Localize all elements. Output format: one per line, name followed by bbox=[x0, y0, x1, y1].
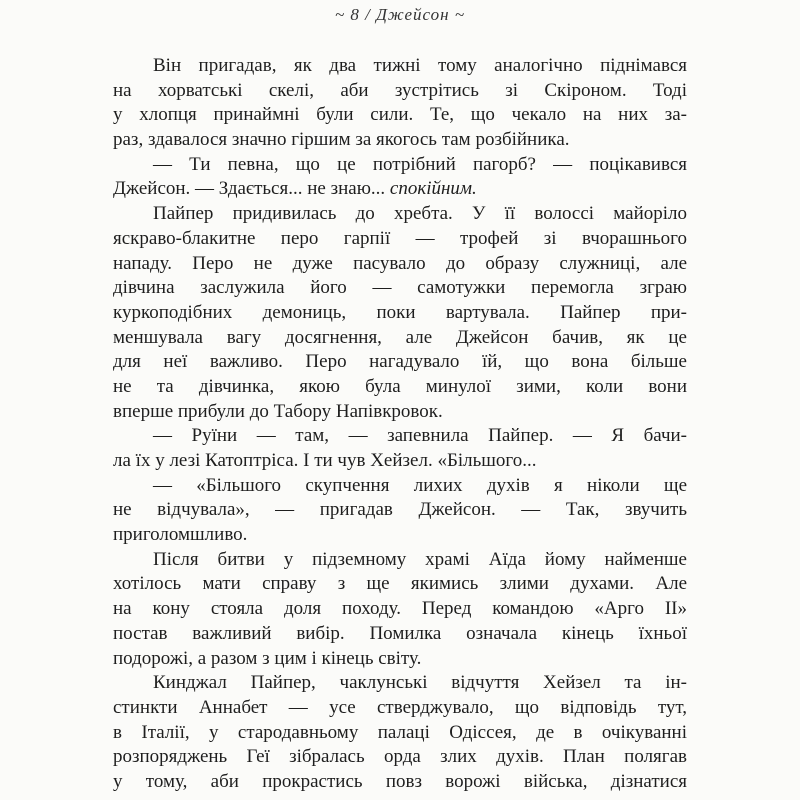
text-line bbox=[113, 276, 687, 301]
text-line bbox=[113, 622, 687, 647]
text-line bbox=[113, 128, 687, 153]
text-segment: нападу. Перо не дуже пасувало до образу служниці, але bbox=[113, 252, 687, 274]
text-line bbox=[113, 721, 687, 746]
text-segment: на хорватські скелі, аби зустрітись зі Скіроном. Тоді bbox=[113, 79, 687, 101]
text-segment: вперше прибули до Табору Напівкровок. bbox=[113, 400, 443, 422]
text-segment: Джейсон. — Здається... не знаю... bbox=[113, 178, 390, 200]
text-line bbox=[113, 400, 687, 425]
text-line bbox=[113, 671, 687, 696]
text-segment: — Ти певна, що це потрібний пагорб? — поцікавився bbox=[153, 153, 687, 175]
text-line bbox=[113, 474, 687, 499]
text-line bbox=[113, 54, 687, 79]
text-segment: на кону стояла доля походу. Перед командою «Арго II» bbox=[113, 598, 687, 620]
text-line bbox=[113, 745, 687, 770]
text-line bbox=[113, 350, 687, 375]
text-line bbox=[113, 572, 687, 597]
text-line bbox=[113, 227, 687, 252]
text-segment: ла їх у лезі Катоптріса. І ти чув Хейзел. «Більшого... bbox=[113, 450, 537, 471]
text-line bbox=[113, 202, 687, 227]
text-segment: подорожі, а разом з цим і кінець світу. bbox=[113, 647, 422, 669]
text-segment: Пайпер придивилась до хребта. У її волоссі майоріло bbox=[153, 203, 687, 225]
text-line bbox=[113, 449, 687, 474]
text-segment: раз, здавалося значно гіршим за якогось там розбійника. bbox=[113, 129, 570, 151]
text-line bbox=[113, 424, 687, 449]
text-segment: — «Більшого скупчення лихих духів я ніколи ще bbox=[153, 474, 687, 496]
text-line bbox=[113, 770, 687, 795]
text-line bbox=[113, 326, 687, 351]
text-line bbox=[113, 301, 687, 326]
text-segment: в Італії, у стародавньому палаці Одіссея, де в очікуванні bbox=[113, 721, 687, 743]
text-segment: не та дівчинка, якою була минулої зими, коли вони bbox=[113, 375, 687, 397]
text-line bbox=[113, 696, 687, 721]
text-segment: стинкти Аннабет — усе стверджувало, що відповідь тут, bbox=[113, 696, 687, 718]
text-segment: не відчувала», — пригадав Джейсон. — Так, звучить bbox=[113, 499, 687, 521]
text-line bbox=[113, 647, 687, 672]
text-segment: у хлопця принаймні були сили. Те, що чекало на них за- bbox=[113, 104, 687, 126]
text-block bbox=[113, 54, 687, 795]
text-line bbox=[113, 177, 687, 202]
text-segment: Він пригадав, як два тижні тому аналогічно піднімався bbox=[153, 55, 687, 76]
text-segment: меншувала вагу досягнення, але Джейсон бачив, як це bbox=[113, 326, 687, 348]
text-segment: куркоподібних демониць, поки вартувала. Пайпер при- bbox=[113, 301, 687, 323]
text-line bbox=[113, 252, 687, 277]
text-line bbox=[113, 523, 687, 548]
text-segment: Після битви у підземному храмі Аїда йому найменше bbox=[153, 548, 687, 570]
text-segment: для неї важливо. Перо нагадувало їй, що вона більше bbox=[113, 351, 687, 373]
text-segment: Кинджал Пайпер, чаклунські відчуття Хейзел та ін- bbox=[153, 672, 687, 694]
text-segment: — Руїни — там, — запевнила Пайпер. — Я бачи- bbox=[153, 425, 687, 447]
text-line bbox=[113, 498, 687, 523]
text-line bbox=[113, 375, 687, 400]
text-segment: у тому, аби прокрастись повз ворожі війська, дізнатися bbox=[113, 770, 687, 792]
text-line bbox=[113, 548, 687, 573]
text-line bbox=[113, 597, 687, 622]
text-line bbox=[113, 79, 687, 104]
text-line bbox=[113, 153, 687, 178]
text-segment-italic: спокійним. bbox=[389, 178, 477, 200]
text-segment: дівчина заслужила його — самотужки перемогла зграю bbox=[113, 277, 687, 299]
text-segment: хотілось мати справу з ще якимись злими духами. Але bbox=[113, 573, 687, 595]
text-line bbox=[113, 103, 687, 128]
text-segment: яскраво-блакитне перо гарпії — трофей зі вчорашнього bbox=[113, 227, 687, 249]
text-segment: приголомшливо. bbox=[113, 524, 248, 546]
page-header: ~ 8 / Джейсон ~ bbox=[334, 5, 466, 24]
text-segment: постав важливий вибір. Помилка означала кінець їхньої bbox=[113, 622, 687, 644]
text-segment: розпоряджень Геї зібралась орда злих духів. План полягав bbox=[113, 746, 687, 768]
